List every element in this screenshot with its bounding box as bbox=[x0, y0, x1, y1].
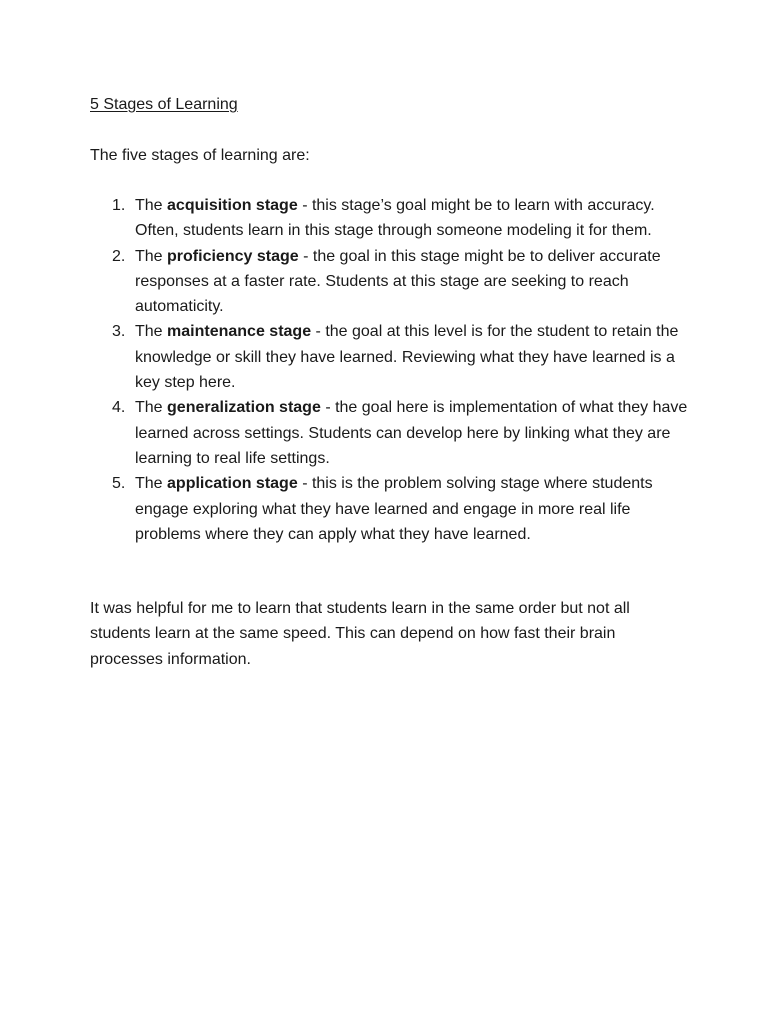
stage-prefix: The bbox=[135, 323, 163, 341]
stage-term: application stage bbox=[167, 475, 298, 493]
stage-term: proficiency stage bbox=[167, 247, 299, 265]
list-item-acquisition bbox=[90, 193, 690, 244]
page-title: 5 Stages of Learning bbox=[90, 96, 238, 113]
stage-description: - the goal here is implementation of what they have learned across settings. Students can develop here by linking what they are learning to real life settings. bbox=[135, 399, 688, 467]
intro-paragraph: The five stages of learning are: bbox=[90, 147, 310, 164]
stage-term: maintenance stage bbox=[167, 323, 312, 341]
stage-description: - the goal at this level is for the student to retain the knowledge or skill they have learned. Reviewing what they have learned is a key step here. bbox=[135, 323, 679, 392]
list-item-maintenance bbox=[90, 319, 690, 395]
stage-prefix: The bbox=[135, 247, 163, 265]
list-item-application bbox=[90, 471, 690, 547]
list-item-proficiency bbox=[90, 244, 690, 320]
stage-prefix: The bbox=[135, 197, 163, 214]
stage-prefix: The bbox=[135, 399, 163, 417]
stage-prefix: The bbox=[135, 475, 163, 493]
closing-paragraph: It was helpful for me to learn that students learn in the same order but not all students learn at the same speed. This can depend on how fast their brain processes information. bbox=[90, 600, 630, 668]
list-number: 5. bbox=[112, 475, 126, 493]
list-number: 4. bbox=[112, 399, 126, 417]
stage-term: acquisition stage bbox=[167, 197, 298, 214]
list-item-generalization bbox=[90, 395, 690, 471]
stages-list bbox=[90, 193, 690, 547]
list-number: 1. bbox=[112, 197, 126, 214]
list-number: 3. bbox=[112, 323, 126, 341]
stage-term: generalization stage bbox=[167, 399, 321, 417]
stage-description: - the goal in this stage might be to deliver accurate responses at a faster rate. Students at this stage are seeking to reach automaticity. bbox=[135, 247, 661, 316]
stage-description: - this stage’s goal might be to learn with accuracy. Often, students learn in this stage through someone modeling it for them. bbox=[135, 197, 655, 240]
stage-description: - this is the problem solving stage where students engage exploring what they have learned and engage in more real life problems where they can apply what they have learned. bbox=[135, 475, 653, 543]
list-number: 2. bbox=[112, 247, 126, 265]
